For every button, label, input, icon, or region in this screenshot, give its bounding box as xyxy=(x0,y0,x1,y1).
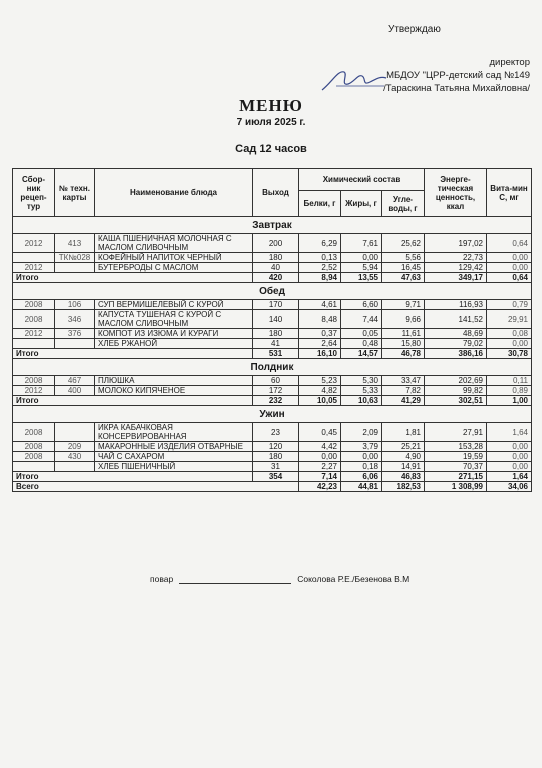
vitamin-cell: 0,00 xyxy=(487,263,532,273)
grand-total-protein: 42,23 xyxy=(299,482,341,492)
protein-cell: 5,23 xyxy=(299,376,341,386)
vitamin-cell: 1,64 xyxy=(487,423,532,442)
total-output: 354 xyxy=(253,472,299,482)
energy-cell: 22,73 xyxy=(425,253,487,263)
col-energy: Энерге-тическая ценность, ккал xyxy=(425,169,487,217)
section-title: Ужин xyxy=(13,406,532,423)
signature-line xyxy=(179,583,291,584)
table-row xyxy=(13,329,532,339)
recipe-cell: 2008 xyxy=(13,300,55,310)
card-cell: 346 xyxy=(55,310,95,329)
footer xyxy=(150,574,530,584)
col-fat: Жиры, г xyxy=(341,191,382,217)
card-cell: 106 xyxy=(55,300,95,310)
carbs-cell: 16,45 xyxy=(382,263,425,273)
vitamin-cell: 0,11 xyxy=(487,376,532,386)
protein-cell: 2,64 xyxy=(299,339,341,349)
vitamin-cell: 0,08 xyxy=(487,329,532,339)
col-chem: Химический состав xyxy=(299,169,425,191)
energy-cell: 48,69 xyxy=(425,329,487,339)
card-cell xyxy=(55,423,95,442)
section-row xyxy=(13,217,532,234)
dish-name-cell: КАША ПШЕНИЧНАЯ МОЛОЧНАЯ С МАСЛОМ СЛИВОЧНЫМ xyxy=(95,234,253,253)
card-cell xyxy=(55,462,95,472)
carbs-cell: 9,71 xyxy=(382,300,425,310)
vitamin-cell: 0,00 xyxy=(487,452,532,462)
dish-name-cell: МАКАРОННЫЕ ИЗДЕЛИЯ ОТВАРНЫЕ xyxy=(95,442,253,452)
table-row xyxy=(13,442,532,452)
total-energy: 349,17 xyxy=(425,273,487,283)
energy-cell: 27,91 xyxy=(425,423,487,442)
recipe-cell: 2012 xyxy=(13,263,55,273)
fat-cell: 0,48 xyxy=(341,339,382,349)
total-carbs: 46,83 xyxy=(382,472,425,482)
cook-names: Соколова Р.Е./Безенова В.М xyxy=(297,574,410,584)
output-cell: 180 xyxy=(253,452,299,462)
energy-cell: 19,59 xyxy=(425,452,487,462)
total-label: Итого xyxy=(13,273,253,283)
carbs-cell: 25,21 xyxy=(382,442,425,452)
total-output: 420 xyxy=(253,273,299,283)
carbs-cell: 15,80 xyxy=(382,339,425,349)
table-row xyxy=(13,452,532,462)
table-row xyxy=(13,386,532,396)
grand-total-energy: 1 308,99 xyxy=(425,482,487,492)
total-fat: 6,06 xyxy=(341,472,382,482)
card-cell: 413 xyxy=(55,234,95,253)
grand-total-carbs: 182,53 xyxy=(382,482,425,492)
total-energy: 386,16 xyxy=(425,349,487,359)
protein-cell: 2,27 xyxy=(299,462,341,472)
fat-cell: 0,18 xyxy=(341,462,382,472)
col-vitamin: Вита-мин С, мг xyxy=(487,169,532,217)
carbs-cell: 11,61 xyxy=(382,329,425,339)
output-cell: 200 xyxy=(253,234,299,253)
section-title: Полдник xyxy=(13,359,532,376)
output-cell: 31 xyxy=(253,462,299,472)
protein-cell: 8,48 xyxy=(299,310,341,329)
energy-cell: 129,42 xyxy=(425,263,487,273)
protein-cell: 0,13 xyxy=(299,253,341,263)
recipe-cell: 2008 xyxy=(13,452,55,462)
output-cell: 60 xyxy=(253,376,299,386)
output-cell: 180 xyxy=(253,329,299,339)
vitamin-cell: 29,91 xyxy=(487,310,532,329)
table-row xyxy=(13,310,532,329)
protein-cell: 4,82 xyxy=(299,386,341,396)
dish-name-cell: ПЛЮШКА xyxy=(95,376,253,386)
section-title: Завтрак xyxy=(13,217,532,234)
card-cell: 467 xyxy=(55,376,95,386)
energy-cell: 70,37 xyxy=(425,462,487,472)
total-vitamin: 30,78 xyxy=(487,349,532,359)
vitamin-cell: 0,79 xyxy=(487,300,532,310)
section-row xyxy=(13,406,532,423)
total-row xyxy=(13,273,532,283)
card-cell: 209 xyxy=(55,442,95,452)
recipe-cell: 2008 xyxy=(13,310,55,329)
dish-name-cell: КАПУСТА ТУШЕНАЯ С КУРОЙ С МАСЛОМ СЛИВОЧНЫМ xyxy=(95,310,253,329)
table-row xyxy=(13,462,532,472)
total-label: Итого xyxy=(13,396,253,406)
energy-cell: 141,52 xyxy=(425,310,487,329)
vitamin-cell: 0,89 xyxy=(487,386,532,396)
vitamin-cell: 0,00 xyxy=(487,462,532,472)
protein-cell: 2,52 xyxy=(299,263,341,273)
total-row xyxy=(13,472,532,482)
carbs-cell: 5,56 xyxy=(382,253,425,263)
carbs-cell: 14,91 xyxy=(382,462,425,472)
total-output: 531 xyxy=(253,349,299,359)
protein-cell: 0,37 xyxy=(299,329,341,339)
output-cell: 41 xyxy=(253,339,299,349)
recipe-cell xyxy=(13,253,55,263)
vitamin-cell: 0,64 xyxy=(487,234,532,253)
col-recipe: Сбор-ник рецеп-тур xyxy=(13,169,55,217)
card-cell: 376 xyxy=(55,329,95,339)
col-carbs: Угле-воды, г xyxy=(382,191,425,217)
total-vitamin: 1,00 xyxy=(487,396,532,406)
grand-total-vitamin: 34,06 xyxy=(487,482,532,492)
total-vitamin: 1,64 xyxy=(487,472,532,482)
group-title: Сад 12 часов xyxy=(235,143,307,155)
table-row xyxy=(13,423,532,442)
total-fat: 10,63 xyxy=(341,396,382,406)
card-cell xyxy=(55,263,95,273)
recipe-cell: 2008 xyxy=(13,376,55,386)
output-cell: 120 xyxy=(253,442,299,452)
vitamin-cell: 0,00 xyxy=(487,442,532,452)
total-carbs: 47,63 xyxy=(382,273,425,283)
dish-name-cell: ЧАЙ С САХАРОМ xyxy=(95,452,253,462)
grand-total-label: Всего xyxy=(13,482,299,492)
menu-date: 7 июля 2025 г. xyxy=(236,117,306,128)
cook-label: повар xyxy=(150,574,174,584)
carbs-cell: 7,82 xyxy=(382,386,425,396)
energy-cell: 197,02 xyxy=(425,234,487,253)
recipe-cell: 2012 xyxy=(13,329,55,339)
energy-cell: 153,28 xyxy=(425,442,487,452)
dish-name-cell: ХЛЕБ РЖАНОЙ xyxy=(95,339,253,349)
table-row xyxy=(13,253,532,263)
col-card: № техн. карты xyxy=(55,169,95,217)
recipe-cell: 2008 xyxy=(13,423,55,442)
dish-name-cell: БУТЕРБРОДЫ С МАСЛОМ xyxy=(95,263,253,273)
output-cell: 170 xyxy=(253,300,299,310)
dish-name-cell: СУП ВЕРМИШЕЛЕВЫЙ С КУРОЙ xyxy=(95,300,253,310)
fat-cell: 0,00 xyxy=(341,253,382,263)
total-label: Итого xyxy=(13,349,253,359)
carbs-cell: 1,81 xyxy=(382,423,425,442)
approve-label: Утверждаю xyxy=(388,24,441,35)
total-energy: 271,15 xyxy=(425,472,487,482)
director-title: директор xyxy=(489,57,530,68)
energy-cell: 202,69 xyxy=(425,376,487,386)
total-energy: 302,51 xyxy=(425,396,487,406)
protein-cell: 4,42 xyxy=(299,442,341,452)
table-row xyxy=(13,300,532,310)
section-row xyxy=(13,283,532,300)
card-cell xyxy=(55,339,95,349)
dish-name-cell: МОЛОКО КИПЯЧЕНОЕ xyxy=(95,386,253,396)
fat-cell: 5,30 xyxy=(341,376,382,386)
fat-cell: 5,94 xyxy=(341,263,382,273)
recipe-cell: 2008 xyxy=(13,442,55,452)
total-output: 232 xyxy=(253,396,299,406)
total-label: Итого xyxy=(13,472,253,482)
output-cell: 23 xyxy=(253,423,299,442)
carbs-cell: 25,62 xyxy=(382,234,425,253)
dish-name-cell: ИКРА КАБАЧКОВАЯ КОНСЕРВИРОВАННАЯ xyxy=(95,423,253,442)
table-row xyxy=(13,234,532,253)
total-protein: 10,05 xyxy=(299,396,341,406)
dish-name-cell: КОФЕЙНЫЙ НАПИТОК ЧЕРНЫЙ xyxy=(95,253,253,263)
page-title: МЕНЮ xyxy=(239,96,303,115)
total-row xyxy=(13,349,532,359)
output-cell: 140 xyxy=(253,310,299,329)
recipe-cell: 2012 xyxy=(13,234,55,253)
total-carbs: 41,29 xyxy=(382,396,425,406)
card-cell: 430 xyxy=(55,452,95,462)
vitamin-cell: 0,00 xyxy=(487,253,532,263)
dish-name-cell: ХЛЕБ ПШЕНИЧНЫЙ xyxy=(95,462,253,472)
total-fat: 13,55 xyxy=(341,273,382,283)
carbs-cell: 33,47 xyxy=(382,376,425,386)
protein-cell: 4,61 xyxy=(299,300,341,310)
fat-cell: 2,09 xyxy=(341,423,382,442)
protein-cell: 0,45 xyxy=(299,423,341,442)
card-cell: ТК№028 xyxy=(55,253,95,263)
card-cell: 400 xyxy=(55,386,95,396)
fat-cell: 0,00 xyxy=(341,452,382,462)
table-row xyxy=(13,376,532,386)
col-output: Выход xyxy=(253,169,299,217)
fat-cell: 3,79 xyxy=(341,442,382,452)
col-dish: Наименование блюда xyxy=(95,169,253,217)
fat-cell: 7,44 xyxy=(341,310,382,329)
director-name: /Тараскина Татьяна Михайловна/ xyxy=(383,83,530,94)
total-protein: 8,94 xyxy=(299,273,341,283)
carbs-cell: 4,90 xyxy=(382,452,425,462)
carbs-cell: 9,66 xyxy=(382,310,425,329)
total-protein: 7,14 xyxy=(299,472,341,482)
energy-cell: 116,93 xyxy=(425,300,487,310)
recipe-cell xyxy=(13,339,55,349)
signature-icon xyxy=(318,64,388,96)
col-protein: Белки, г xyxy=(299,191,341,217)
vitamin-cell: 0,00 xyxy=(487,339,532,349)
total-row xyxy=(13,396,532,406)
total-carbs: 46,78 xyxy=(382,349,425,359)
grand-total-row xyxy=(13,482,532,492)
section-title: Обед xyxy=(13,283,532,300)
protein-cell: 0,00 xyxy=(299,452,341,462)
fat-cell: 5,33 xyxy=(341,386,382,396)
table-row xyxy=(13,339,532,349)
grand-total-fat: 44,81 xyxy=(341,482,382,492)
director-block xyxy=(383,56,530,95)
output-cell: 180 xyxy=(253,253,299,263)
total-protein: 16,10 xyxy=(299,349,341,359)
recipe-cell xyxy=(13,462,55,472)
recipe-cell: 2012 xyxy=(13,386,55,396)
output-cell: 172 xyxy=(253,386,299,396)
output-cell: 40 xyxy=(253,263,299,273)
menu-table xyxy=(12,168,532,492)
dish-name-cell: КОМПОТ ИЗ ИЗЮМА И КУРАГИ xyxy=(95,329,253,339)
institution-name: МБДОУ "ЦРР-детский сад №149 xyxy=(386,70,530,81)
fat-cell: 7,61 xyxy=(341,234,382,253)
total-vitamin: 0,64 xyxy=(487,273,532,283)
total-fat: 14,57 xyxy=(341,349,382,359)
section-row xyxy=(13,359,532,376)
protein-cell: 6,29 xyxy=(299,234,341,253)
fat-cell: 6,60 xyxy=(341,300,382,310)
energy-cell: 99,82 xyxy=(425,386,487,396)
table-row xyxy=(13,263,532,273)
fat-cell: 0,05 xyxy=(341,329,382,339)
energy-cell: 79,02 xyxy=(425,339,487,349)
